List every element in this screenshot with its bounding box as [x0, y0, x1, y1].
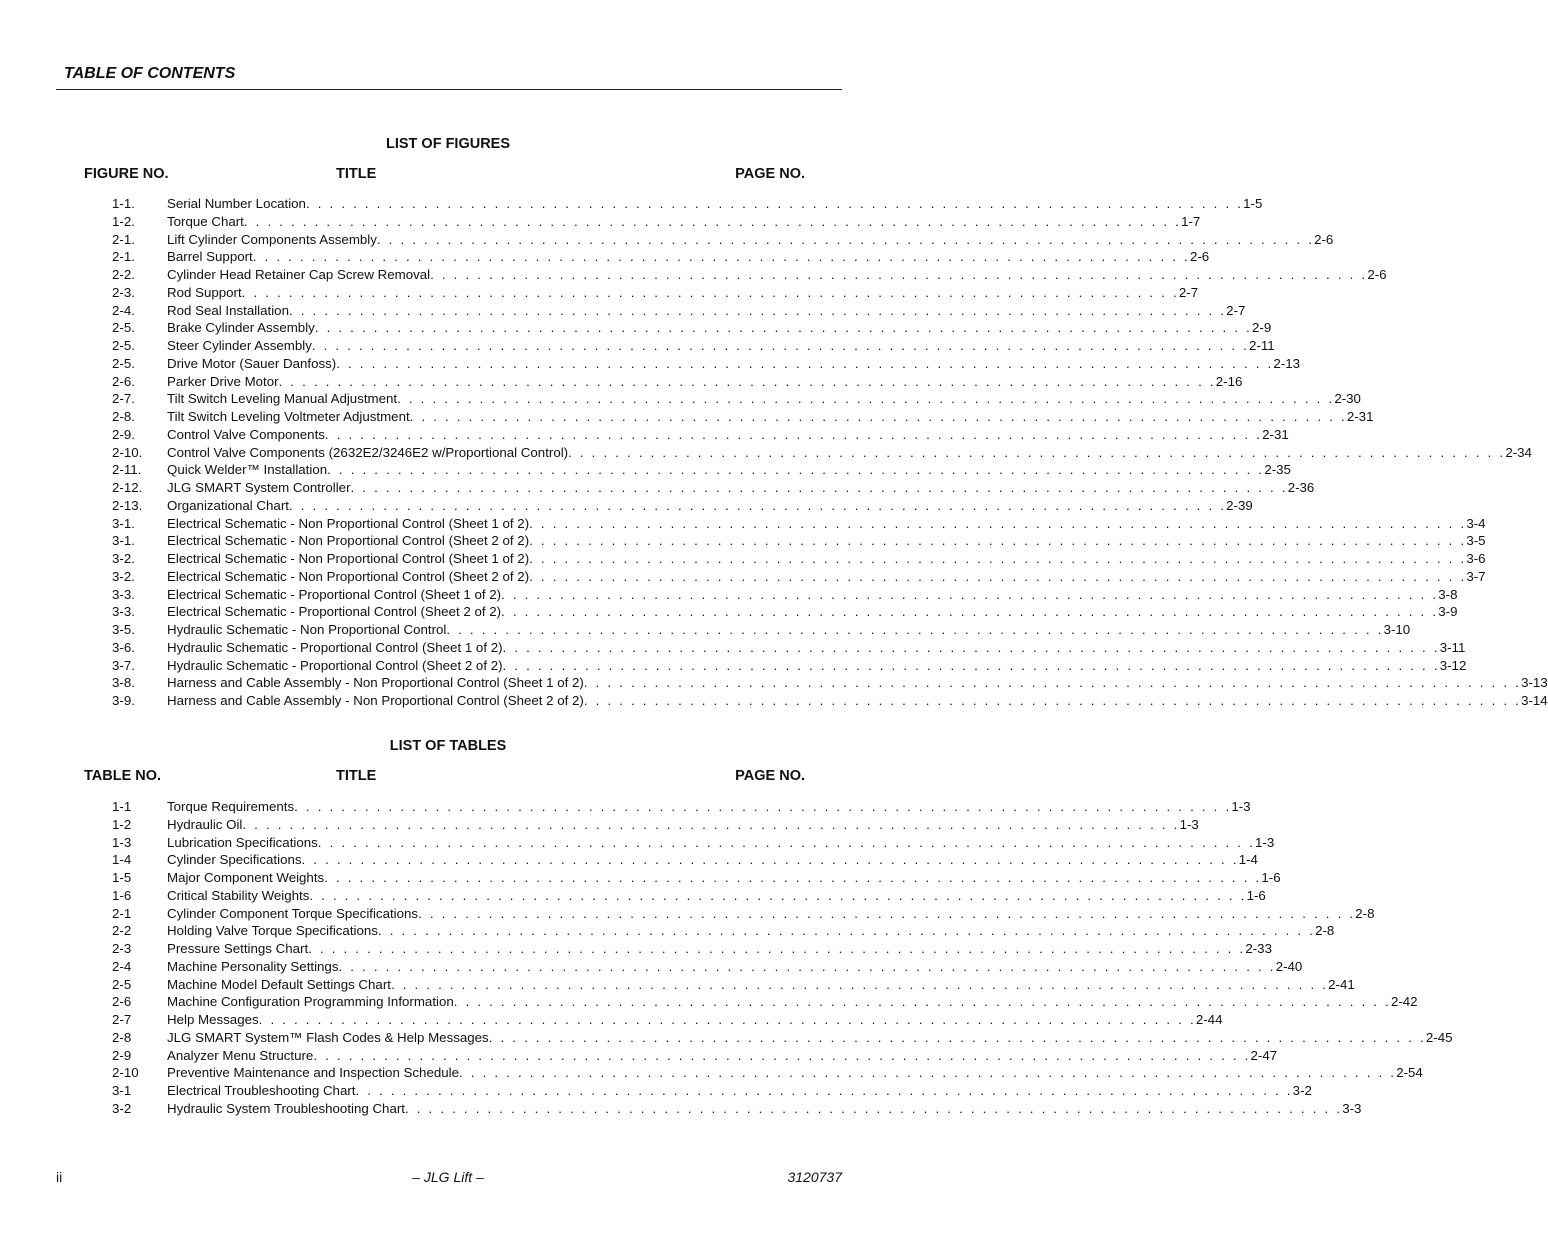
dot-leader: . . . . . . . . . . . . . . . . . . . . . . . . . . . . . . . . . . . . . . . . . . . . . . . . . . . . . . . . . . . . . . . . . . . . . . . . . . . . . . . .	[376, 231, 1315, 247]
entry-page: 2-13	[1273, 355, 1301, 371]
entry-title: Hydraulic System Troubleshooting Chart	[167, 1100, 405, 1116]
figure-entry[interactable]	[112, 603, 1458, 621]
dot-leader: . . . . . . . . . . . . . . . . . . . . . . . . . . . . . . . . . . . . . . . . . . . . . . . . . . . . . . . . . . . . . . . . . . . . . . . . . . . . . . . .	[336, 355, 1274, 371]
entry-title: Machine Model Default Settings Chart	[167, 976, 391, 992]
entry-title: Rod Support	[167, 284, 242, 300]
figure-entry[interactable]	[112, 248, 1210, 266]
entry-page: 2-34	[1505, 444, 1532, 460]
figure-entry[interactable]	[112, 586, 1458, 604]
entry-page: 2-11	[1249, 338, 1275, 353]
dot-leader: . . . . . . . . . . . . . . . . . . . . . . . . . . . . . . . . . . . . . . . . . . . . . . . . . . . . . . . . . . . . . . . . . . . . . . . . . . . . . . . .	[430, 267, 1368, 282]
entry-number: 2-2	[112, 923, 132, 939]
dot-leader: . . . . . . . . . . . . . . . . . . . . . . . . . . . . . . . . . . . . . . . . . . . . . . . . . . . . . . . . . . . . . . . . . . . . . . . . . . . . . . . .	[324, 426, 1263, 442]
entry-number: 1-1	[112, 799, 132, 814]
dot-leader: . . . . . . . . . . . . . . . . . . . . . . . . . . . . . . . . . . . . . . . . . . . . . . . . . . . . . . . . . . . . . . . . . . . . . . . . . . . . . . . .	[390, 976, 1329, 992]
table-entry[interactable]	[112, 851, 1258, 869]
entry-title: Cylinder Head Retainer Cap Screw Removal	[167, 267, 431, 282]
entry-page: 3-13	[1521, 675, 1548, 691]
table-entry[interactable]	[112, 887, 1266, 905]
figure-entry[interactable]	[112, 461, 1291, 479]
figure-entry[interactable]	[112, 657, 1467, 675]
entry-page: 1-3	[1255, 834, 1275, 850]
table-no-column-header: TABLE NO.	[84, 768, 162, 784]
entry-page: 3-2	[1292, 1083, 1312, 1098]
entry-page: 3-14	[1521, 693, 1548, 708]
entry-number: 2-4.	[112, 302, 135, 318]
entry-number: 2-8.	[112, 409, 135, 424]
figure-entry[interactable]	[112, 302, 1246, 320]
figures-list	[112, 195, 1548, 710]
entry-page: 2-8	[1315, 923, 1335, 939]
entry-title: Electrical Schematic - Proportional Control (Sheet 2 of 2)	[167, 604, 502, 620]
entry-number: 3-3.	[112, 604, 135, 620]
entry-title: Pressure Settings Chart	[167, 941, 309, 956]
figure-page-column-header: PAGE NO.	[735, 166, 805, 182]
dot-leader: . . . . . . . . . . . . . . . . . . . . . . . . . . . . . . . . . . . . . . . . . . . . . . . . . . . . . . . . . . . . . . . . . . . . . . . . . . . . . . . .	[501, 604, 1439, 620]
entry-title: Hydraulic Schematic - Non Proportional Control	[167, 622, 447, 637]
dot-leader: . . . . . . . . . . . . . . . . . . . . . . . . . . . . . . . . . . . . . . . . . . . . . . . . . . . . . . . . . . . . . . . . . . . . . . . . . . . . . . . .	[529, 551, 1467, 566]
entry-title: Torque Requirements	[167, 799, 295, 814]
dot-leader: . . . . . . . . . . . . . . . . . . . . . . . . . . . . . . . . . . . . . . . . . . . . . . . . . . . . . . . . . . . . . . . . . . . . . . . . . . . . . . . .	[453, 994, 1391, 1010]
entry-number: 3-2.	[112, 551, 135, 566]
entry-page: 2-40	[1275, 958, 1303, 974]
entry-page: 2-45	[1425, 1029, 1453, 1045]
entry-number: 2-9.	[112, 426, 135, 442]
entry-title: Barrel Support	[167, 249, 253, 265]
figure-entry[interactable]	[112, 479, 1315, 497]
figure-entry[interactable]	[112, 692, 1548, 710]
entry-number: 1-2	[112, 816, 132, 832]
dot-leader: . . . . . . . . . . . . . . . . . . . . . . . . . . . . . . . . . . . . . . . . . . . . . . . . . . . . . . . . . . . . . . . . . . . . . . . . . . . . . . . .	[258, 1012, 1196, 1027]
entry-page: 1-4	[1238, 852, 1258, 868]
entry-number: 2-8	[112, 1029, 132, 1045]
figure-no-column-header: FIGURE NO.	[84, 166, 169, 182]
figure-entry[interactable]	[112, 444, 1532, 462]
figure-entry[interactable]	[112, 337, 1275, 355]
entry-title: Electrical Troubleshooting Chart	[167, 1083, 356, 1098]
entry-title: Parker Drive Motor	[167, 373, 279, 389]
entry-page: 2-31	[1346, 409, 1374, 424]
entry-page: 3-10	[1383, 622, 1411, 637]
entry-title: Control Valve Components (2632E2/3246E2 w/Proportional Control)	[167, 444, 569, 460]
dot-leader: . . . . . . . . . . . . . . . . . . . . . . . . . . . . . . . . . . . . . . . . . . . . . . . . . . . . . . . . . . . . . . . . . . . . . . . . . . . . . . . .	[377, 923, 1316, 939]
table-entry[interactable]	[112, 940, 1272, 958]
entry-number: 3-1.	[112, 533, 135, 549]
entry-title: Rod Seal Installation	[167, 302, 289, 318]
entry-title: JLG SMART System™ Flash Codes & Help Messages	[167, 1029, 489, 1045]
entry-number: 2-10	[112, 1065, 139, 1081]
entry-page: 2-33	[1245, 941, 1272, 956]
dot-leader: . . . . . . . . . . . . . . . . . . . . . . . . . . . . . . . . . . . . . . . . . . . . . . . . . . . . . . . . . . . . . . . . . . . . . . . . . . . . . . . .	[446, 622, 1384, 637]
entry-title: Electrical Schematic - Non Proportional Control (Sheet 2 of 2)	[167, 533, 530, 549]
entry-number: 2-12.	[112, 480, 143, 495]
dot-leader: . . . . . . . . . . . . . . . . . . . . . . . . . . . . . . . . . . . . . . . . . . . . . . . . . . . . . . . . . . . . . . . . . . . . . . . . . . . . . . . .	[288, 302, 1227, 318]
entry-page: 2-39	[1226, 497, 1253, 513]
entry-page: 2-7	[1178, 284, 1199, 300]
dot-leader: . . . . . . . . . . . . . . . . . . . . . . . . . . . . . . . . . . . . . . . . . . . . . . . . . . . . . . . . . . . . . . . . . . . . . . . . . . . . . . . .	[241, 284, 1179, 300]
entry-title: Cylinder Specifications	[167, 852, 302, 868]
dot-leader: . . . . . . . . . . . . . . . . . . . . . . . . . . . . . . . . . . . . . . . . . . . . . . . . . . . . . . . . . . . . . . . . . . . . . . . . . . . . . . . .	[529, 515, 1467, 531]
dot-leader: . . . . . . . . . . . . . . . . . . . . . . . . . . . . . . . . . . . . . . . . . . . . . . . . . . . . . . . . . . . . . . . . . . . . . . . . . . . . . . . .	[583, 693, 1522, 708]
figure-entry[interactable]	[112, 319, 1272, 337]
entry-number: 2-3.	[112, 284, 135, 300]
figure-entry[interactable]	[112, 568, 1486, 586]
entry-number: 2-11.	[112, 462, 142, 478]
entry-page: 1-3	[1231, 799, 1251, 814]
entry-title: Quick Welder™ Installation	[167, 462, 328, 478]
entry-page: 2-44	[1195, 1012, 1223, 1027]
entry-title: Hydraulic Schematic - Proportional Control (Sheet 2 of 2)	[167, 657, 503, 673]
entry-page: 1-3	[1179, 816, 1199, 832]
entry-number: 1-2.	[112, 213, 135, 229]
entry-title: Critical Stability Weights	[167, 887, 310, 903]
dot-leader: . . . . . . . . . . . . . . . . . . . . . . . . . . . . . . . . . . . . . . . . . . . . . . . . . . . . . . . . . . . . . . . . . . . . . . . . . . . . . . . .	[355, 1083, 1293, 1098]
table-entry[interactable]	[112, 905, 1375, 923]
table-entry[interactable]	[112, 869, 1281, 887]
entry-number: 2-5.	[112, 338, 135, 353]
entry-number: 3-6.	[112, 639, 135, 655]
figure-entry[interactable]	[112, 213, 1201, 231]
dot-leader: . . . . . . . . . . . . . . . . . . . . . . . . . . . . . . . . . . . . . . . . . . . . . . . . . . . . . . . . . . . . . . . . . . . . . . . . . . . . . . . .	[301, 852, 1239, 868]
entry-title: Major Component Weights	[167, 870, 325, 885]
entry-number: 3-1.	[112, 515, 135, 531]
entry-number: 3-1	[112, 1083, 132, 1098]
dot-leader: . . . . . . . . . . . . . . . . . . . . . . . . . . . . . . . . . . . . . . . . . . . . . . . . . . . . . . . . . . . . . . . . . . . . . . . . . . . . . . . .	[529, 568, 1467, 584]
figure-entry[interactable]	[112, 373, 1243, 391]
table-title-column-header: TITLE	[336, 768, 377, 784]
dot-leader: . . . . . . . . . . . . . . . . . . . . . . . . . . . . . . . . . . . . . . . . . . . . . . . . . . . . . . . . . . . . . . . . . . . . . . . . . . . . . . . .	[488, 1029, 1426, 1045]
table-entry[interactable]	[112, 922, 1335, 940]
dot-leader: . . . . . . . . . . . . . . . . . . . . . . . . . . . . . . . . . . . . . . . . . . . . . . . . . . . . . . . . . . . . . . . . . . . . . . . . . . . . . . . .	[459, 1065, 1397, 1081]
entry-page: 3-11	[1439, 639, 1466, 655]
entry-page: 3-6	[1466, 551, 1486, 566]
entry-page: 1-6	[1246, 887, 1266, 903]
table-entry[interactable]	[112, 1082, 1312, 1100]
figure-entry[interactable]	[112, 266, 1387, 284]
entry-title: Drive Motor (Sauer Danfoss)	[167, 355, 337, 371]
dot-leader: . . . . . . . . . . . . . . . . . . . . . . . . . . . . . . . . . . . . . . . . . . . . . . . . . . . . . . . . . . . . . . . . . . . . . . . . . . . . . . . .	[568, 444, 1506, 460]
dot-leader: . . . . . . . . . . . . . . . . . . . . . . . . . . . . . . . . . . . . . . . . . . . . . . . . . . . . . . . . . . . . . . . . . . . . . . . . . . . . . . . .	[309, 887, 1247, 903]
dot-leader: . . . . . . . . . . . . . . . . . . . . . . . . . . . . . . . . . . . . . . . . . . . . . . . . . . . . . . . . . . . . . . . . . . . . . . . . . . . . . . . .	[502, 657, 1440, 673]
figure-title-column-header: TITLE	[336, 166, 377, 182]
entry-title: Preventive Maintenance and Inspection Schedule	[167, 1065, 459, 1081]
entry-title: Machine Personality Settings	[167, 958, 339, 974]
figure-entry[interactable]	[112, 621, 1411, 639]
dot-leader: . . . . . . . . . . . . . . . . . . . . . . . . . . . . . . . . . . . . . . . . . . . . . . . . . . . . . . . . . . . . . . . . . . . . . . . . . . . . . . . .	[397, 391, 1335, 407]
dot-leader: . . . . . . . . . . . . . . . . . . . . . . . . . . . . . . . . . . . . . . . . . . . . . . . . . . . . . . . . . . . . . . . . . . . . . . . . . . . . . . . .	[294, 799, 1232, 814]
entry-page: 3-7	[1466, 568, 1486, 584]
dot-leader: . . . . . . . . . . . . . . . . . . . . . . . . . . . . . . . . . . . . . . . . . . . . . . . . . . . . . . . . . . . . . . . . . . . . . . . . . . . . . . . .	[409, 409, 1347, 424]
entry-page: 2-47	[1250, 1047, 1278, 1063]
entry-title: Electrical Schematic - Non Proportional Control (Sheet 1 of 2)	[167, 551, 530, 566]
entry-title: Control Valve Components	[167, 426, 325, 442]
figure-entry[interactable]	[112, 674, 1548, 692]
dot-leader: . . . . . . . . . . . . . . . . . . . . . . . . . . . . . . . . . . . . . . . . . . . . . . . . . . . . . . . . . . . . . . . . . . . . . . . . . . . . . . . .	[350, 480, 1288, 495]
entry-title: Tilt Switch Leveling Manual Adjustment	[167, 391, 398, 407]
table-entry[interactable]	[112, 798, 1251, 816]
entry-number: 3-3.	[112, 586, 135, 602]
entry-page: 2-9	[1252, 320, 1272, 336]
figure-entry[interactable]	[112, 639, 1466, 657]
page-header-title: TABLE OF CONTENTS	[64, 65, 236, 82]
entry-title: Holding Valve Torque Specifications	[167, 923, 378, 939]
tables-list	[112, 798, 1453, 1118]
entry-page: 1-5	[1243, 196, 1263, 211]
list-of-tables-heading: LIST OF TABLES	[389, 738, 507, 754]
entry-number: 3-2.	[112, 568, 135, 584]
list-of-figures-heading: LIST OF FIGURES	[385, 136, 511, 152]
entry-number: 2-4	[112, 958, 132, 974]
entry-page: 2-7	[1226, 302, 1246, 318]
entry-number: 2-9	[112, 1047, 132, 1063]
entry-title: Harness and Cable Assembly - Non Proportional Control (Sheet 1 of 2)	[167, 675, 584, 691]
header-rule	[56, 89, 842, 90]
entry-number: 3-9.	[112, 693, 135, 708]
entry-page: 2-31	[1262, 426, 1289, 442]
dot-leader: . . . . . . . . . . . . . . . . . . . . . . . . . . . . . . . . . . . . . . . . . . . . . . . . . . . . . . . . . . . . . . . . . . . . . . . . . . . . . . . .	[338, 958, 1276, 974]
dot-leader: . . . . . . . . . . . . . . . . . . . . . . . . . . . . . . . . . . . . . . . . . . . . . . . . . . . . . . . . . . . . . . . . . . . . . . . . . . . . . . . .	[327, 462, 1265, 478]
entry-title: Electrical Schematic - Proportional Control (Sheet 1 of 2)	[167, 586, 502, 602]
figure-entry[interactable]	[112, 515, 1486, 533]
entry-title: Hydraulic Schematic - Proportional Control (Sheet 1 of 2)	[167, 639, 503, 655]
entry-number: 2-5.	[112, 320, 135, 336]
entry-page: 3-9	[1438, 604, 1458, 620]
entry-number: 2-2.	[112, 267, 135, 282]
entry-number: 2-3	[112, 941, 132, 956]
entry-number: 2-5.	[112, 355, 135, 371]
entry-title: JLG SMART System Controller	[167, 480, 351, 495]
figure-entry[interactable]	[112, 390, 1361, 408]
figure-entry[interactable]	[112, 355, 1301, 373]
entry-page: 2-6	[1367, 267, 1387, 282]
dot-leader: . . . . . . . . . . . . . . . . . . . . . . . . . . . . . . . . . . . . . . . . . . . . . . . . . . . . . . . . . . . . . . . . . . . . . . . . . . . . . . . .	[252, 249, 1190, 265]
footer-document-number: 3120737	[787, 1169, 842, 1185]
entry-title: Cylinder Component Torque Specifications	[167, 905, 419, 921]
dot-leader: . . . . . . . . . . . . . . . . . . . . . . . . . . . . . . . . . . . . . . . . . . . . . . . . . . . . . . . . . . . . . . . . . . . . . . . . . . . . . . . .	[317, 834, 1255, 850]
entry-title: Electrical Schematic - Non Proportional Control (Sheet 2 of 2)	[167, 568, 530, 584]
entry-page: 3-3	[1342, 1100, 1362, 1116]
figure-entry[interactable]	[112, 408, 1374, 426]
figure-entry[interactable]	[112, 195, 1263, 213]
entry-title: Serial Number Location	[167, 196, 306, 211]
entry-page: 1-6	[1261, 870, 1281, 885]
entry-title: Lubrication Specifications	[167, 834, 318, 850]
entry-page: 2-54	[1396, 1065, 1423, 1081]
table-entry[interactable]	[112, 1064, 1423, 1082]
entry-title: Analyzer Menu Structure	[167, 1047, 314, 1063]
dot-leader: . . . . . . . . . . . . . . . . . . . . . . . . . . . . . . . . . . . . . . . . . . . . . . . . . . . . . . . . . . . . . . . . . . . . . . . . . . . . . . . .	[502, 639, 1440, 655]
dot-leader: . . . . . . . . . . . . . . . . . . . . . . . . . . . . . . . . . . . . . . . . . . . . . . . . . . . . . . . . . . . . . . . . . . . . . . . . . . . . . . . .	[305, 196, 1244, 211]
dot-leader: . . . . . . . . . . . . . . . . . . . . . . . . . . . . . . . . . . . . . . . . . . . . . . . . . . . . . . . . . . . . . . . . . . . . . . . . . . . . . . . .	[242, 816, 1180, 832]
entry-number: 2-5	[112, 976, 132, 992]
entry-page: 3-8	[1438, 586, 1458, 602]
entry-page: 2-42	[1390, 994, 1418, 1010]
figure-entry[interactable]	[112, 532, 1486, 550]
footer-publisher: – JLG Lift –	[412, 1169, 484, 1185]
entry-page: 1-7	[1181, 213, 1201, 229]
table-entry[interactable]	[112, 958, 1303, 976]
entry-page: 2-30	[1334, 391, 1361, 407]
dot-leader: . . . . . . . . . . . . . . . . . . . . . . . . . . . . . . . . . . . . . . . . . . . . . . . . . . . . . . . . . . . . . . . . . . . . . . . . . . . . . . . .	[243, 213, 1182, 229]
table-entry[interactable]	[112, 1100, 1362, 1118]
entry-title: Harness and Cable Assembly - Non Proportional Control (Sheet 2 of 2)	[167, 693, 584, 708]
entry-page: 3-4	[1466, 515, 1486, 531]
entry-number: 1-3	[112, 834, 132, 850]
entry-title: Hydraulic Oil	[167, 816, 243, 832]
entry-page: 2-8	[1355, 905, 1375, 921]
entry-number: 2-1	[112, 905, 132, 921]
entry-number: 3-8.	[112, 675, 135, 691]
entry-number: 3-2	[112, 1100, 132, 1116]
table-entry[interactable]	[112, 816, 1199, 834]
figure-entry[interactable]	[112, 426, 1289, 444]
dot-leader: . . . . . . . . . . . . . . . . . . . . . . . . . . . . . . . . . . . . . . . . . . . . . . . . . . . . . . . . . . . . . . . . . . . . . . . . . . . . . . . .	[501, 586, 1439, 602]
entry-number: 2-7.	[112, 391, 135, 407]
entry-page: 3-12	[1439, 657, 1467, 673]
entry-number: 1-6	[112, 887, 132, 903]
table-entry[interactable]	[112, 993, 1418, 1011]
table-entry[interactable]	[112, 1011, 1223, 1029]
entry-title: Torque Chart	[167, 213, 244, 229]
figure-entry[interactable]	[112, 284, 1199, 302]
table-entry[interactable]	[112, 1029, 1453, 1047]
table-page-column-header: PAGE NO.	[735, 768, 805, 784]
table-entry[interactable]	[112, 1047, 1278, 1065]
entry-title: Steer Cylinder Assembly	[167, 338, 312, 353]
entry-number: 2-6	[112, 994, 132, 1010]
entry-page: 3-5	[1466, 533, 1486, 549]
entry-title: Help Messages	[167, 1012, 259, 1027]
entry-page: 2-35	[1264, 462, 1291, 478]
entry-page: 2-41	[1328, 976, 1355, 992]
dot-leader: . . . . . . . . . . . . . . . . . . . . . . . . . . . . . . . . . . . . . . . . . . . . . . . . . . . . . . . . . . . . . . . . . . . . . . . . . . . . . . . .	[418, 905, 1356, 921]
figure-entry[interactable]	[112, 550, 1486, 568]
entry-title: Machine Configuration Programming Information	[167, 994, 454, 1010]
entry-number: 1-5	[112, 870, 132, 885]
entry-number: 2-1.	[112, 249, 135, 265]
entry-number: 2-13.	[112, 497, 143, 513]
figure-entry[interactable]	[112, 231, 1334, 249]
entry-number: 2-10.	[112, 444, 143, 460]
entry-page: 2-6	[1189, 249, 1210, 265]
entry-number: 1-4	[112, 852, 132, 868]
entry-number: 2-1.	[112, 231, 135, 247]
entry-page: 2-36	[1287, 480, 1315, 495]
entry-title: Electrical Schematic - Non Proportional Control (Sheet 1 of 2)	[167, 515, 530, 531]
dot-leader: . . . . . . . . . . . . . . . . . . . . . . . . . . . . . . . . . . . . . . . . . . . . . . . . . . . . . . . . . . . . . . . . . . . . . . . . . . . . . . . .	[404, 1100, 1343, 1116]
dot-leader: . . . . . . . . . . . . . . . . . . . . . . . . . . . . . . . . . . . . . . . . . . . . . . . . . . . . . . . . . . . . . . . . . . . . . . . . . . . . . . . .	[314, 320, 1253, 336]
entry-number: 2-7	[112, 1012, 132, 1027]
figure-entry[interactable]	[112, 497, 1253, 515]
entry-number: 3-7.	[112, 657, 135, 673]
dot-leader: . . . . . . . . . . . . . . . . . . . . . . . . . . . . . . . . . . . . . . . . . . . . . . . . . . . . . . . . . . . . . . . . . . . . . . . . . . . . . . . .	[529, 533, 1467, 549]
entry-title: Organizational Chart	[167, 497, 289, 513]
dot-leader: . . . . . . . . . . . . . . . . . . . . . . . . . . . . . . . . . . . . . . . . . . . . . . . . . . . . . . . . . . . . . . . . . . . . . . . . . . . . . . . .	[583, 675, 1522, 691]
entry-number: 1-1.	[112, 196, 135, 211]
table-entry[interactable]	[112, 834, 1275, 852]
dot-leader: . . . . . . . . . . . . . . . . . . . . . . . . . . . . . . . . . . . . . . . . . . . . . . . . . . . . . . . . . . . . . . . . . . . . . . . . . . . . . . . .	[311, 338, 1250, 353]
table-entry[interactable]	[112, 976, 1355, 994]
entry-number: 3-5.	[112, 622, 135, 637]
dot-leader: . . . . . . . . . . . . . . . . . . . . . . . . . . . . . . . . . . . . . . . . . . . . . . . . . . . . . . . . . . . . . . . . . . . . . . . . . . . . . . . .	[308, 941, 1246, 956]
dot-leader: . . . . . . . . . . . . . . . . . . . . . . . . . . . . . . . . . . . . . . . . . . . . . . . . . . . . . . . . . . . . . . . . . . . . . . . . . . . . . . . .	[288, 497, 1227, 513]
entry-title: Tilt Switch Leveling Voltmeter Adjustment	[167, 409, 410, 424]
dot-leader: . . . . . . . . . . . . . . . . . . . . . . . . . . . . . . . . . . . . . . . . . . . . . . . . . . . . . . . . . . . . . . . . . . . . . . . . . . . . . . . .	[313, 1047, 1251, 1063]
footer-page-number: ii	[56, 1169, 63, 1185]
entry-title: Brake Cylinder Assembly	[167, 320, 315, 336]
entry-page: 2-6	[1314, 231, 1334, 247]
dot-leader: . . . . . . . . . . . . . . . . . . . . . . . . . . . . . . . . . . . . . . . . . . . . . . . . . . . . . . . . . . . . . . . . . . . . . . . . . . . . . . . .	[278, 373, 1216, 389]
entry-number: 2-6.	[112, 373, 135, 389]
entry-page: 2-16	[1215, 373, 1243, 389]
entry-title: Lift Cylinder Components Assembly	[167, 231, 377, 247]
dot-leader: . . . . . . . . . . . . . . . . . . . . . . . . . . . . . . . . . . . . . . . . . . . . . . . . . . . . . . . . . . . . . . . . . . . . . . . . . . . . . . . .	[324, 870, 1262, 885]
